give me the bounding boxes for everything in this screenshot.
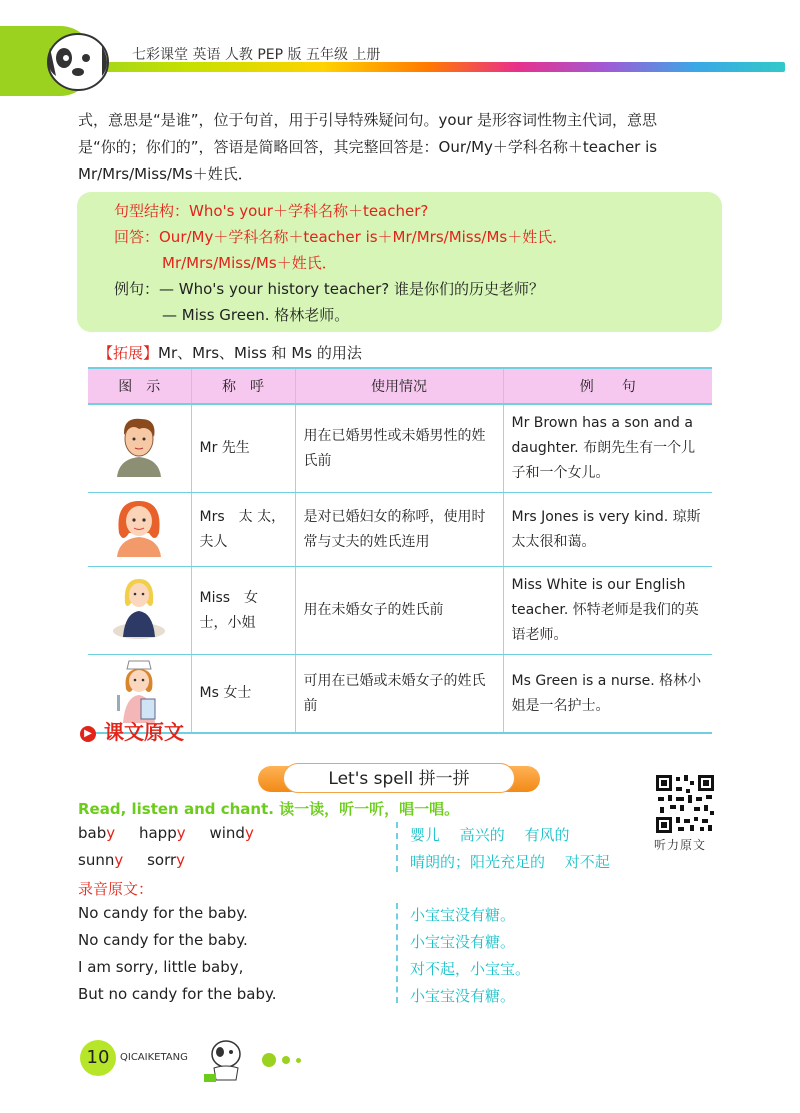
transcript-line-en: No candy for the baby. xyxy=(78,931,248,949)
word-row xyxy=(78,851,185,869)
spell-word: sunny xyxy=(78,851,124,869)
transcript-line-zh: 小宝宝没有糖。 xyxy=(410,933,516,951)
extension-heading xyxy=(98,342,362,363)
example-cell: Mrs Jones is very kind. 琼斯太太很和蔼。 xyxy=(503,493,712,567)
pattern-example-question: 例句：— Who's your history teacher? 谁是你们的历史老师？ xyxy=(114,280,545,298)
usage-cell: 用在未婚女子的姓氏前 xyxy=(295,567,503,655)
spell-instruction: Read, listen and chant. 读一读，听一听，唱一唱。 xyxy=(78,800,460,818)
pattern-answer-short: Mr/Mrs/Miss/Ms＋姓氏． xyxy=(162,254,337,272)
usage-cell: 可用在已婚或未婚女子的姓氏前 xyxy=(295,655,503,734)
transcript-line-en: I am sorry, little baby, xyxy=(78,958,244,976)
transcript-line-zh: 小宝宝没有糖。 xyxy=(410,906,516,924)
girl-portrait-icon xyxy=(88,567,191,655)
transcript-line-zh: 对不起，小宝宝。 xyxy=(410,960,531,978)
pattern-box xyxy=(77,192,722,332)
word-row xyxy=(78,824,254,842)
transcript-line-zh: 小宝宝没有糖。 xyxy=(410,987,516,1005)
title-usage-table xyxy=(88,367,712,734)
meaning-row: 晴朗的；阳光充足的 对不起 xyxy=(410,853,610,871)
header-title: 七彩课堂 英语 人教 PEP 版 五年级 上册 xyxy=(132,47,381,63)
section-heading xyxy=(80,716,184,745)
table-row xyxy=(88,404,712,493)
man-portrait-icon xyxy=(88,404,191,493)
meaning-row: 婴儿 高兴的 有风的 xyxy=(410,826,570,844)
table-header-row xyxy=(88,368,712,404)
usage-cell: 用在已婚男性或未婚男性的姓氏前 xyxy=(295,404,503,493)
col-header-picture: 图 示 xyxy=(88,368,191,404)
pattern-example-answer: — Miss Green. 格林老师。 xyxy=(162,306,350,324)
extension-title: Mr、Mrs、Miss 和 Ms 的用法 xyxy=(158,344,362,362)
example-cell: Mr Brown has a son and a daughter. 布朗先生有一个儿子和一个女儿。 xyxy=(503,404,712,493)
col-header-usage: 使用情况 xyxy=(295,368,503,404)
title-cell: Ms 女士 xyxy=(191,655,295,734)
divider-dashed xyxy=(396,822,398,872)
transcript-line-en: But no candy for the baby. xyxy=(78,985,277,1003)
spell-banner-title: Let's spell 拼一拼 xyxy=(283,763,515,793)
spell-word: baby xyxy=(78,824,116,842)
footer-mascot-icon xyxy=(200,1036,252,1084)
example-cell: Miss White is our English teacher. 怀特老师是我们的英语老师。 xyxy=(503,567,712,655)
footer-dot xyxy=(282,1056,290,1064)
col-header-example: 例 句 xyxy=(503,368,712,404)
section-title: 课文原文 xyxy=(104,720,184,744)
mascot-dog-icon xyxy=(42,28,112,94)
intro-line: 是“你的；你们的”，答语是简略回答，其完整回答是：Our/My＋学科名称＋teacher is xyxy=(78,138,658,156)
transcript-line-en: No candy for the baby. xyxy=(78,904,248,922)
page-number: 10 xyxy=(80,1040,116,1076)
title-cell: Miss 女 士，小姐 xyxy=(191,567,295,655)
qr-code-icon[interactable] xyxy=(654,773,716,835)
woman-portrait-icon xyxy=(88,493,191,567)
footer-brand: QICAIKETANG xyxy=(120,1052,188,1063)
play-arrow-icon: ▶ xyxy=(80,726,96,742)
footer-dot xyxy=(262,1053,276,1067)
pattern-structure: 句型结构：Who's your＋学科名称＋teacher? xyxy=(114,202,429,220)
intro-line: 式，意思是“是谁”，位于句首，用于引导特殊疑问句。your 是形容词性物主代词，意思 xyxy=(78,111,658,129)
spell-word: windy xyxy=(209,824,254,842)
table-row xyxy=(88,493,712,567)
col-header-title: 称 呼 xyxy=(191,368,295,404)
title-cell: Mr 先生 xyxy=(191,404,295,493)
usage-cell: 是对已婚妇女的称呼，使用时常与丈夫的姓氏连用 xyxy=(295,493,503,567)
spell-word: happy xyxy=(138,824,186,842)
intro-line: Mr/Mrs/Miss/Ms＋姓氏． xyxy=(78,165,253,183)
example-cell: Ms Green is a nurse. 格林小姐是一名护士。 xyxy=(503,655,712,734)
pattern-answer: 回答：Our/My＋学科名称＋teacher is＋Mr/Mrs/Miss/Ms＋姓氏． xyxy=(114,228,568,246)
extension-bracket: 【拓展】 xyxy=(98,344,159,362)
divider-dashed xyxy=(396,903,398,1003)
spell-word: sorry xyxy=(147,851,186,869)
table-row xyxy=(88,567,712,655)
transcript-label: 录音原文： xyxy=(78,880,154,898)
footer-dot xyxy=(296,1058,301,1063)
qr-label: 听力原文 xyxy=(654,838,707,852)
intro-paragraph xyxy=(78,107,728,188)
title-cell: Mrs 太 太，夫人 xyxy=(191,493,295,567)
